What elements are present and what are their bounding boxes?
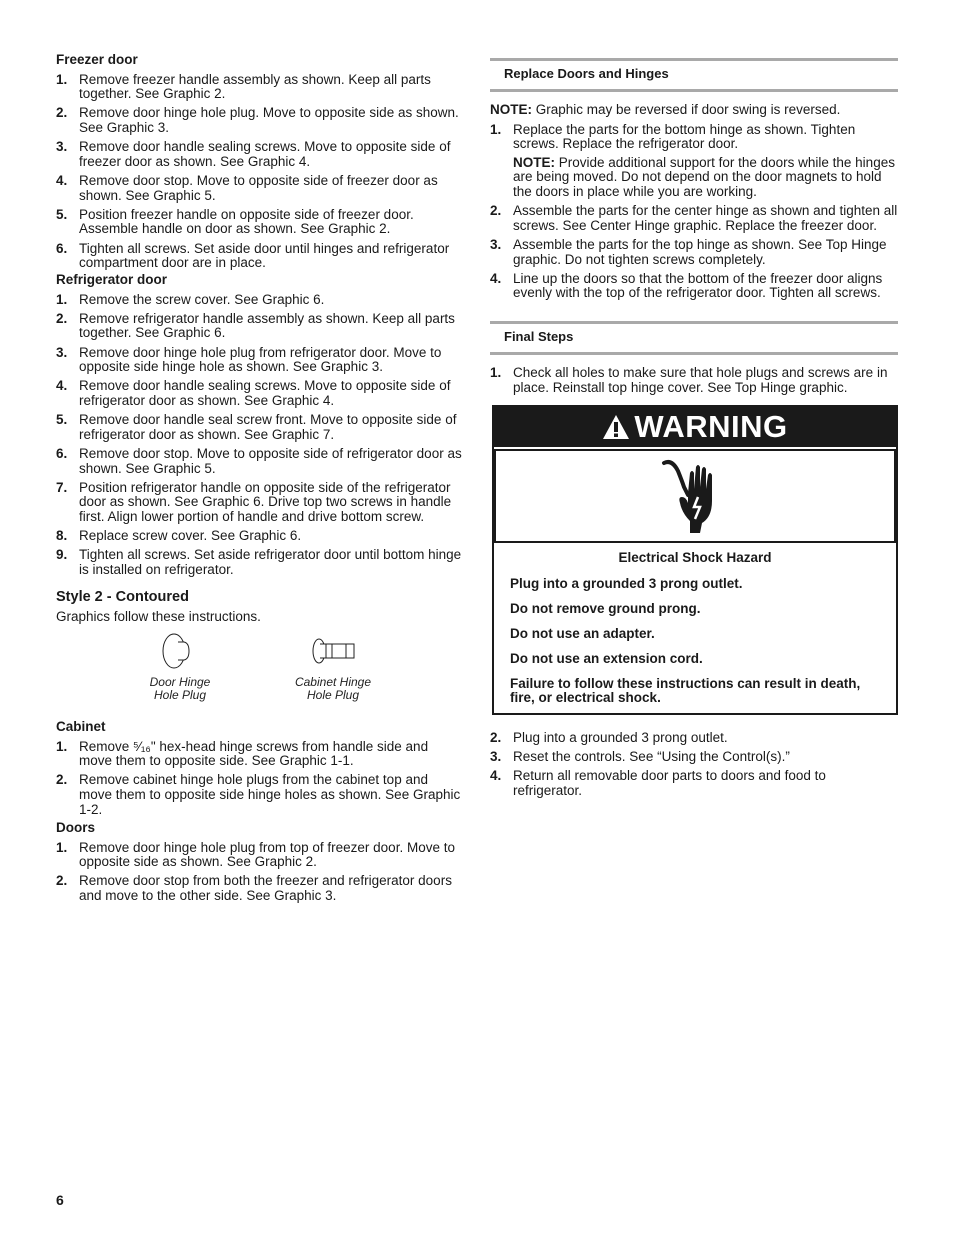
door-hinge-plug-label-line2: Hole Plug xyxy=(153,688,207,703)
step-number: 1. xyxy=(56,738,68,754)
style2-section xyxy=(56,590,462,718)
refrigerator-door-heading: Refrigerator door xyxy=(56,272,168,287)
doors-steps xyxy=(56,841,462,904)
replace-steps xyxy=(490,123,898,200)
step-number: 3. xyxy=(56,344,68,360)
step-text: Remove door stop. Move to opposite side of refrigerator door as shown. See Graphic 5. xyxy=(79,445,462,476)
step1-note xyxy=(513,156,898,200)
list-item xyxy=(56,140,462,169)
step-text: Tighten all screws. Set aside refrigerator door until bottom hinge is installed on refrigerator. xyxy=(79,547,462,577)
note-label: NOTE: xyxy=(513,154,555,170)
step-number: 3. xyxy=(56,139,68,155)
door-hinge-plug-label-line1: Door Hinge xyxy=(149,675,211,690)
cabinet-hinge-plug-label-line2: Hole Plug xyxy=(306,688,360,703)
step-number: 5. xyxy=(56,206,68,222)
list-item xyxy=(56,447,462,476)
list-item xyxy=(490,731,898,746)
step-text: Remove door hinge hole plug from top of freezer door. Move to opposite side as shown. See Graphic 2. xyxy=(79,839,455,870)
step-number: 4. xyxy=(56,172,68,188)
step-text: Return all removable door parts to doors and food to refrigerator. xyxy=(513,768,826,798)
list-item xyxy=(490,123,898,200)
note-text: Provide additional support for the doors while the hinges are being moved. Do not depend on the door magnets to hold the doors in place while you are working. xyxy=(513,154,895,199)
warning-line: Plug into a grounded 3 prong outlet. xyxy=(510,575,743,591)
step-text: Remove door stop from both the freezer and refrigerator doors and move to the other side. See Graphic 3. xyxy=(79,873,452,903)
warning-lines xyxy=(510,577,880,706)
step-text: Remove freezer handle assembly as shown. Keep all parts together. See Graphic 2. xyxy=(79,71,431,102)
final-steps-section xyxy=(490,321,898,400)
step-text: Remove door stop. Move to opposite side of freezer door as shown. See Graphic 5. xyxy=(79,172,438,203)
list-item xyxy=(490,769,898,798)
step-text: Position freezer handle on opposite side of freezer door. Assemble handle on door as shown. See Graphic 2. xyxy=(79,206,414,237)
step-number: 1. xyxy=(490,365,502,380)
final-steps-continued xyxy=(490,731,898,799)
list-item xyxy=(56,740,462,769)
list-item xyxy=(56,874,462,903)
list-item xyxy=(490,366,898,395)
warning-line: Do not use an extension cord. xyxy=(510,650,703,666)
final-steps-list xyxy=(490,366,898,395)
step-text: Reset the controls. See “Using the Control(s).” xyxy=(513,749,790,765)
list-item xyxy=(56,293,462,308)
step-number: 9. xyxy=(56,547,68,563)
step-text: Remove ⁵⁄₁₆" hex-head hinge screws from handle side and move them to opposite side. See Graphic 1-1. xyxy=(79,738,429,769)
style2-intro: Graphics follow these instructions. xyxy=(56,608,261,624)
list-item xyxy=(56,174,462,203)
list-item xyxy=(490,238,898,267)
final-steps-continued-section xyxy=(490,731,898,803)
list-item xyxy=(56,841,462,870)
door-hinge-hole-plug-icon xyxy=(160,632,194,670)
list-item xyxy=(490,272,898,301)
door-hinge-plug-label xyxy=(130,676,230,702)
list-item xyxy=(56,106,462,135)
doors-section xyxy=(56,821,462,908)
list-item xyxy=(56,413,462,442)
style2-heading: Style 2 - Contoured xyxy=(56,589,189,605)
page-number: 6 xyxy=(56,1192,64,1208)
step-text: Remove door hinge hole plug from refrigerator door. Move to opposite side hinge hole as shown. See Graphic 3. xyxy=(79,344,442,375)
replace-doors-heading: Replace Doors and Hinges xyxy=(490,58,898,92)
step-number: 2. xyxy=(56,772,68,788)
list-item xyxy=(56,481,462,525)
list-item xyxy=(56,379,462,408)
note-label: NOTE: xyxy=(490,102,532,117)
freezer-door-steps xyxy=(56,73,462,271)
cabinet-hinge-hole-plug-icon xyxy=(310,636,358,666)
warning-title: WARNING xyxy=(634,408,788,444)
step-text: Remove door handle sealing screws. Move to opposite side of freezer door as shown. See Graphic 4. xyxy=(79,139,451,169)
cabinet-hinge-plug-label-line1: Cabinet Hinge xyxy=(294,675,372,690)
step-text: Check all holes to make sure that hole plugs and screws are in place. Reinstall top hinge cover. See Top Hinge graphic. xyxy=(513,365,888,395)
freezer-door-section xyxy=(56,53,462,275)
step-text: Replace screw cover. See Graphic 6. xyxy=(79,528,302,544)
step-text: Remove door handle sealing screws. Move to opposite side of refrigerator door as shown. See Graphic 4. xyxy=(79,378,451,408)
step-text: Remove cabinet hinge hole plugs from the cabinet top and move them to opposite side hinge holes as shown. See Graphic 1-2. xyxy=(79,772,461,817)
step-number: 2. xyxy=(490,203,502,219)
step-number: 5. xyxy=(56,412,68,428)
step-number: 2. xyxy=(56,310,68,326)
step-text: Line up the doors so that the bottom of the freezer door aligns evenly with the top of the refrigerator door. Tighten all screws. xyxy=(513,270,883,301)
freezer-door-heading: Freezer door xyxy=(56,52,138,67)
replace-note xyxy=(490,103,898,118)
step-text: Position refrigerator handle on opposite side of the refrigerator door as shown. See Graphic 6. Drive top two screws in handle first. Align lower portion of handle and drive bottom screw. xyxy=(79,479,452,524)
cabinet-hinge-plug-label xyxy=(282,676,384,702)
step-number: 1. xyxy=(56,71,68,87)
step-text: Remove door hinge hole plug. Move to opposite side as shown. See Graphic 3. xyxy=(79,105,459,135)
step-number: 4. xyxy=(56,378,68,394)
warning-triangle-icon xyxy=(602,414,630,440)
cabinet-steps xyxy=(56,740,462,818)
list-item xyxy=(56,242,462,271)
warning-title-bar xyxy=(494,407,896,447)
step-text: Remove the screw cover. See Graphic 6. xyxy=(79,291,325,307)
step-number: 6. xyxy=(56,240,68,256)
list-item xyxy=(490,750,898,765)
replace-steps-continued xyxy=(490,204,898,301)
warning-line: Do not use an adapter. xyxy=(510,625,655,641)
step-number: 1. xyxy=(56,839,68,855)
step-number: 2. xyxy=(56,105,68,121)
list-item xyxy=(56,773,462,817)
final-steps-heading: Final Steps xyxy=(490,321,898,355)
step-number: 8. xyxy=(56,528,68,544)
step-text: Tighten all screws. Set aside door until hinges and refrigerator compartment door are in place. xyxy=(79,240,450,271)
hazard-title: Electrical Shock Hazard xyxy=(618,550,772,565)
step-number: 3. xyxy=(490,749,502,765)
list-item xyxy=(56,346,462,375)
step-number: 4. xyxy=(490,270,502,286)
step-number: 6. xyxy=(56,445,68,461)
warning-line: Do not remove ground prong. xyxy=(510,600,701,616)
step-text: Plug into a grounded 3 prong outlet. xyxy=(513,730,728,745)
refrigerator-door-steps xyxy=(56,293,462,578)
cabinet-heading: Cabinet xyxy=(56,719,106,734)
step-number: 1. xyxy=(490,121,502,137)
step-text: Assemble the parts for the center hinge as shown and tighten all screws. See Center Hinge graphic. Replace the freezer door. xyxy=(513,203,898,233)
list-item xyxy=(56,548,462,577)
refrigerator-door-section xyxy=(56,273,462,582)
step-number: 1. xyxy=(56,291,68,307)
list-item xyxy=(56,73,462,102)
step-number: 2. xyxy=(56,873,68,889)
step-text: Assemble the parts for the top hinge as shown. See Top Hinge graphic. Do not tighten screws completely. xyxy=(513,236,887,267)
warning-box xyxy=(492,405,898,715)
step-text: Remove door handle seal screw front. Move to opposite side of refrigerator door as shown. See Graphic 7. xyxy=(79,412,457,442)
list-item xyxy=(56,529,462,544)
cabinet-section xyxy=(56,720,462,822)
step-number: 7. xyxy=(56,479,68,495)
step-number: 3. xyxy=(490,236,502,252)
step-text: Remove refrigerator handle assembly as shown. Keep all parts together. See Graphic 6. xyxy=(79,310,455,341)
warning-icon-panel xyxy=(494,449,896,543)
electrical-shock-hand-icon xyxy=(660,457,730,535)
note-text: Graphic may be reversed if door swing is reversed. xyxy=(532,102,841,117)
warning-line: Failure to follow these instructions can result in death, fire, or electrical shock. xyxy=(510,675,861,706)
doors-heading: Doors xyxy=(56,820,96,835)
warning-body xyxy=(494,543,896,722)
replace-doors-section xyxy=(490,58,898,306)
hole-plugs-graphic xyxy=(56,630,462,718)
list-item xyxy=(490,204,898,233)
step-number: 2. xyxy=(490,730,502,745)
list-item xyxy=(56,208,462,237)
list-item xyxy=(56,312,462,341)
step-number: 4. xyxy=(490,768,502,784)
step-text: Replace the parts for the bottom hinge as shown. Tighten screws. Replace the refrigerator door. xyxy=(513,121,856,152)
